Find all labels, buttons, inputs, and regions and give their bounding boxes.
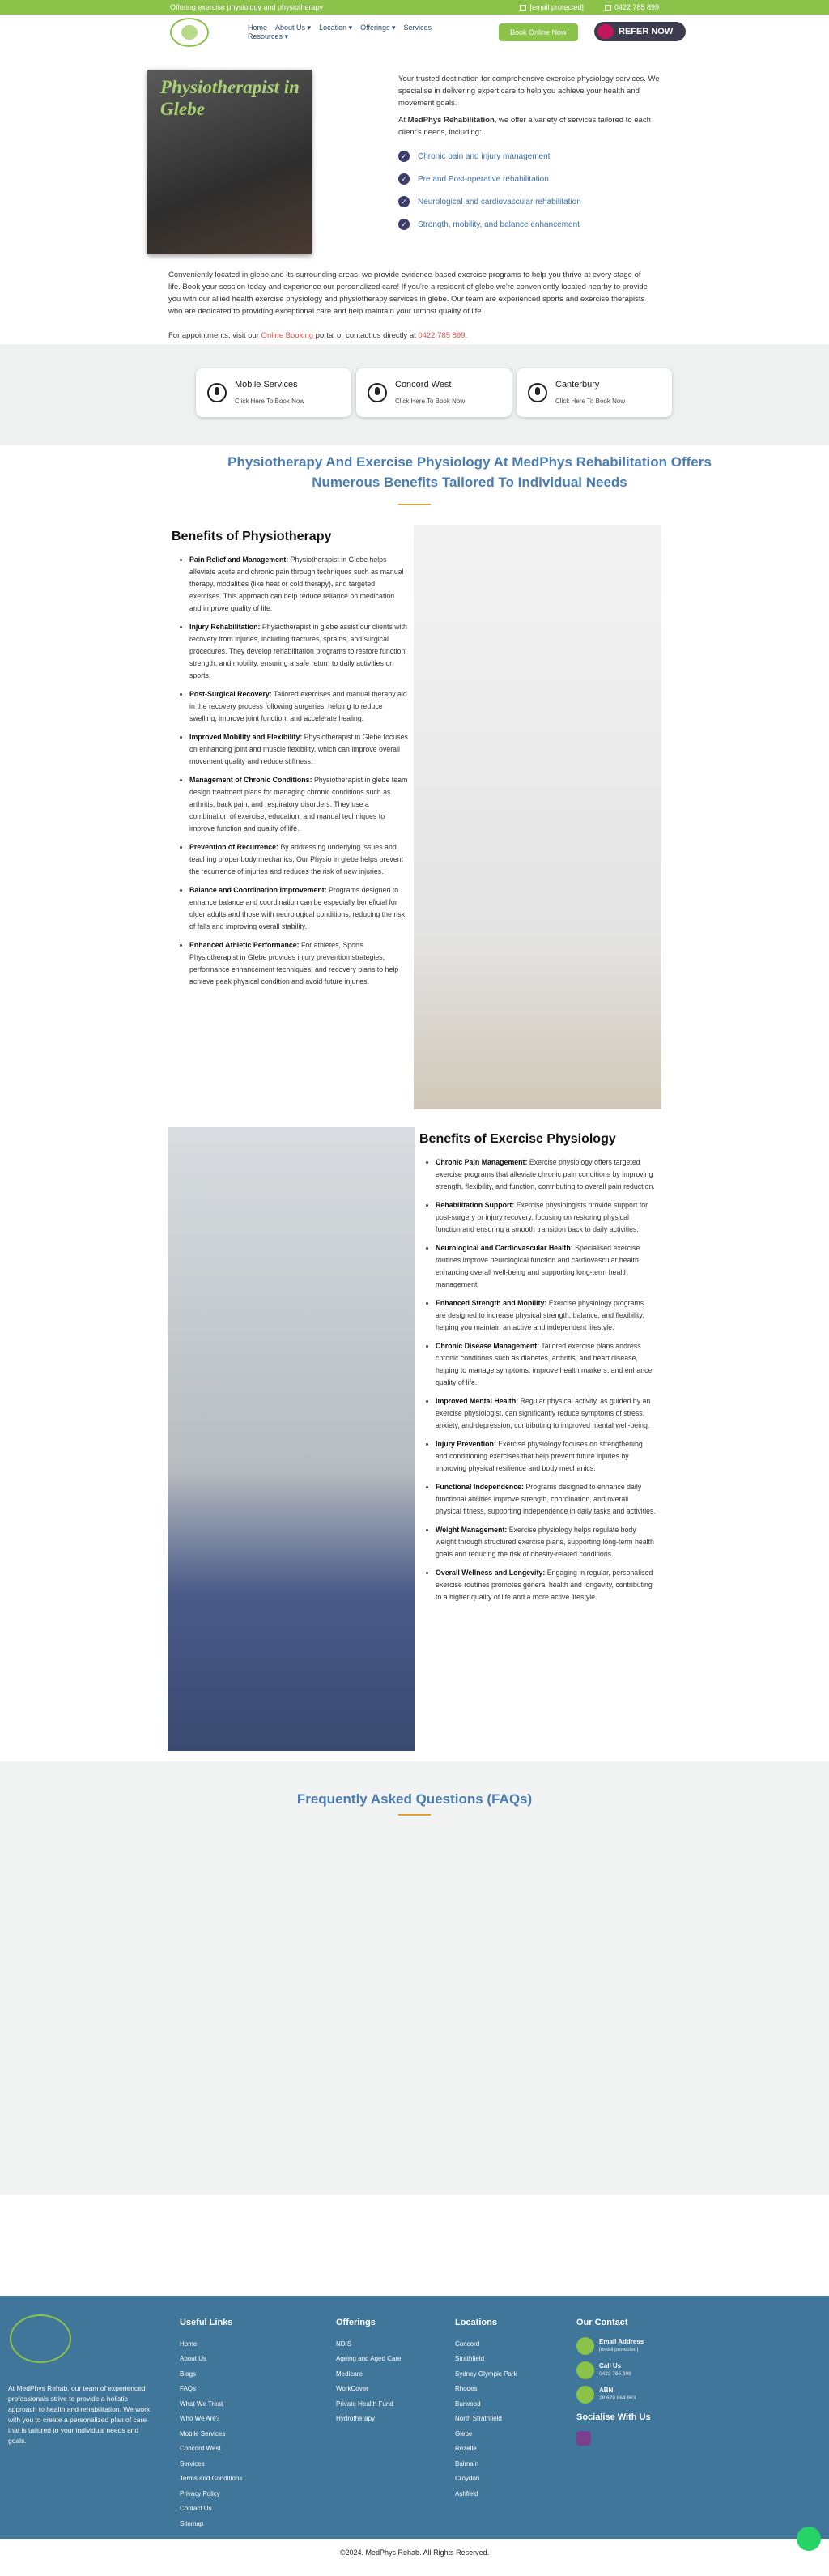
benefit-item: • Injury Rehabilitation: Physiotherapist in glebe assist our clients with recovery from injuries, including fractures, sprains, and surgical procedures. They develop rehabilitation programs to restore function, strength, and mobility, ensuring a safe return to daily activities or sports. — [189, 621, 408, 682]
refer-now-button[interactable]: REFER NOW — [594, 22, 686, 41]
top-email[interactable]: [email protected] — [520, 3, 584, 11]
benefit-item: • Pain Relief and Management: Physiotherapist in Glebe helps alleviate acute and chronic pain through techniques such as manual therapy, modalities (like heat or cold therapy), and targeted exercises. This approach can help reduce reliance on medication and improve quality of life. — [189, 554, 408, 615]
footer-location-link[interactable]: North Strathfield — [455, 2415, 502, 2422]
services-checklist — [398, 145, 674, 236]
footer-contact: Our Contact Email Address [email protected] Call Us 0422 785 899 ABN 28 679 864 963 Socialise With Us — [576, 2315, 651, 2446]
whatsapp-icon[interactable] — [797, 2527, 821, 2551]
nav-services[interactable]: Services — [403, 23, 432, 32]
footer-link[interactable]: About Us — [180, 2355, 206, 2362]
site-footer — [0, 2296, 829, 2539]
intro-paragraph: Your trusted destination for comprehensive exercise physiology services. We specialise in delivering expert care to help you achieve your health and movement goals. — [398, 75, 660, 108]
physio-title: Benefits of Physiotherapy — [172, 530, 332, 543]
footer-link[interactable]: What We Treat — [180, 2399, 223, 2408]
footer-location-link[interactable]: Croydon — [455, 2475, 480, 2482]
footer-link[interactable]: Services — [180, 2459, 205, 2467]
footer-offerings: Offerings NDIS Ageing and Aged Care Medicare WorkCover Private Health Fund Hydrotherapy — [336, 2315, 402, 2427]
faq-section — [0, 1761, 829, 2195]
benefit-item: • Post-Surgical Recovery: Tailored exercises and manual therapy aid in the recovery process following surgeries, helping to reduce swelling, improve joint function, and accelerate healing. — [189, 688, 408, 725]
exercise-benefits-list — [427, 1156, 656, 1610]
benefits-heading: Physiotherapy And Exercise Physiology At MedPhys Rehabilitation Offers Numerous Benefits Tailored To Individual Needs — [227, 454, 712, 490]
faq-title: Frequently Asked Questions (FAQs) — [296, 1791, 533, 1807]
check-icon: ✓ — [398, 173, 410, 185]
benefit-item: • Rehabilitation Support: Exercise physiologists provide support for post-surgery or injury recovery, focusing on restoring physical function and ensuring a smooth transition back to daily activities. — [436, 1199, 656, 1236]
benefit-item: • Enhanced Strength and Mobility: Exercise physiology programs are designed to increase physical strength, balance, and flexibility, helping you maintain an active and independent lifestyle. — [436, 1297, 656, 1334]
check-icon: ✓ — [398, 196, 410, 207]
footer-link[interactable]: FAQs — [180, 2385, 197, 2392]
footer-link[interactable]: Home — [180, 2340, 198, 2348]
footer-location-link[interactable]: Rhodes — [455, 2385, 478, 2392]
benefit-item: • Chronic Pain Management: Exercise physiology offers targeted exercise programs that alleviate chronic pain conditions by improving strength, flexibility, and function, contributing to overall pain reduction. — [436, 1156, 656, 1193]
top-tagline: Offering exercise physiology and physiotherapy — [170, 3, 323, 11]
benefit-item: • Weight Management: Exercise physiology helps regulate body weight through structured exercise plans, supporting long-term health goals and reducing the risk of obesity-related conditions. — [436, 1524, 656, 1561]
footer-logo[interactable] — [10, 2314, 71, 2363]
physio-benefits-list — [181, 554, 408, 994]
main-nav — [248, 23, 432, 41]
benefit-item: • Functional Independence: Programs designed to enhance daily functional abilities improve strength, coordination, and overall physical fitness, supporting independence in daily tasks and activities. — [436, 1481, 656, 1518]
mail-icon — [576, 2337, 594, 2355]
exercise-title: Benefits of Exercise Physiology — [419, 1132, 616, 1146]
footer-offering-link[interactable]: Private Health Fund — [336, 2399, 393, 2408]
physio-image — [414, 525, 661, 1109]
hero-title: Physiotherapist in Glebe — [160, 77, 300, 119]
footer-link[interactable]: Sitemap — [180, 2519, 204, 2527]
footer-offering-link[interactable]: WorkCover — [336, 2385, 368, 2392]
footer-useful-links: Useful Links Home About Us Blogs FAQs What We Treat Who We Are? Mobile Services Concord West Services Terms and Conditions Privacy Policy Contact Us Sitemap — [180, 2315, 242, 2531]
footer-link[interactable]: Privacy Policy — [180, 2489, 220, 2497]
nav-home[interactable]: Home — [248, 23, 268, 32]
footer-about: At MedPhys Rehab, our team of experienced professionals strive to provide a holistic approach to health and rehabilitation. We work with you to create a personalized plan of care that is tailored to your individual needs and goals. — [8, 2384, 151, 2445]
document-icon — [576, 2386, 594, 2404]
contact-phone[interactable]: Call Us 0422 785 899 — [576, 2361, 651, 2379]
online-booking-link[interactable]: Online Booking — [261, 331, 314, 340]
footer-location-link[interactable]: Ashfield — [455, 2489, 478, 2497]
location-paragraph: Conveniently located in glebe and its surrounding areas, we provide evidence-based exercise programs to help you thrive at every stage of life. Book your session today and experience our personalized care! If you're a resident of glebe we're conveniently located nearby to provide you with our allied health exercise physiology and physiotherapy services in glebe. Our team are experienced sports and exercise therapists who are dedicated to providing exceptional care and help maintain your utmost quality of life. — [168, 270, 648, 316]
benefit-item: • Improved Mental Health: Regular physical activity, as guided by an exercise physiologist, can significantly reduce symptoms of stress, anxiety, and depression, contributing to improved mental well-being. — [436, 1395, 656, 1432]
faq-underline — [398, 1814, 431, 1816]
footer-link[interactable]: Mobile Services — [180, 2429, 226, 2438]
check-item: ✓ Strength, mobility, and balance enhancement — [398, 213, 674, 236]
phone-icon — [576, 2361, 594, 2379]
footer-offering-link[interactable]: Ageing and Aged Care — [336, 2355, 402, 2362]
check-icon: ✓ — [398, 151, 410, 162]
footer-link[interactable]: Concord West — [180, 2445, 221, 2452]
contact-email[interactable]: Email Address [email protected] — [576, 2337, 651, 2355]
benefit-item: • Balance and Coordination Improvement: Programs designed to enhance balance and coordination can be especially beneficial for older adults and those with neurological conditions, reducing the risk of falls and improving overall stability. — [189, 884, 408, 933]
copyright: ©2024. MedPhys Rehab. All Rights Reserved. — [339, 2548, 490, 2557]
footer-link[interactable]: Who We Are? — [180, 2415, 220, 2422]
footer-location-link[interactable]: Burwood — [455, 2399, 481, 2408]
footer-location-link[interactable]: Glebe — [455, 2429, 473, 2438]
top-phone[interactable]: 0422 785 899 — [605, 3, 659, 11]
footer-location-link[interactable]: Concord — [455, 2340, 480, 2348]
contact-abn: ABN 28 679 864 963 — [576, 2386, 651, 2404]
footer-location-link[interactable]: Strathfield — [455, 2355, 485, 2362]
site-header — [0, 15, 829, 50]
exercise-image — [168, 1127, 414, 1751]
nav-location[interactable]: Location ▾ — [319, 23, 353, 32]
mail-icon — [520, 5, 526, 11]
intro-text — [398, 73, 674, 236]
footer-location-link[interactable]: Sydney Olympic Park — [455, 2369, 517, 2378]
appointment-paragraph: For appointments, visit our Online Booking portal or contact us directly at 0422 785 899. — [168, 331, 468, 340]
footer-location-link[interactable]: Balmain — [455, 2459, 478, 2467]
check-item: ✓ Neurological and cardiovascular rehabilitation — [398, 190, 674, 213]
footer-link[interactable]: Contact Us — [180, 2505, 212, 2512]
phone-link[interactable]: 0422 785 899 — [418, 331, 466, 340]
heading-underline — [398, 504, 431, 505]
social-title: Socialise With Us — [576, 2412, 651, 2422]
footer-offering-link[interactable]: NDIS — [336, 2340, 352, 2348]
footer-offering-link[interactable]: Medicare — [336, 2369, 363, 2378]
instagram-icon[interactable] — [576, 2431, 591, 2446]
map-pin-icon — [368, 383, 387, 402]
footer-location-link[interactable]: Rozelle — [455, 2445, 477, 2452]
map-pin-icon — [207, 383, 227, 402]
benefit-item: • Management of Chronic Conditions: Physiotherapist in glebe team design treatment plans for managing chronic conditions such as arthritis, back pain, and respiratory disorders. They use a combination of exercise, education, and manual techniques to improve function and quality of life. — [189, 774, 408, 835]
location-card-canterbury[interactable]: Canterbury Click Here To Book Now — [517, 368, 672, 417]
hero-image — [147, 70, 312, 254]
intro-paragraph-2: At MedPhys Rehabilitation, we offer a variety of services tailored to each client's needs, including: — [398, 116, 651, 137]
top-bar — [0, 0, 829, 15]
footer-offering-link[interactable]: Hydrotherapy — [336, 2415, 376, 2422]
site-logo[interactable] — [170, 18, 209, 47]
location-card-mobile[interactable]: Mobile Services Click Here To Book Now — [196, 368, 351, 417]
nav-about[interactable]: About Us ▾ — [275, 23, 312, 32]
check-item: ✓ Chronic pain and injury management — [398, 145, 674, 168]
footer-link[interactable]: Terms and Conditions — [180, 2475, 243, 2482]
check-icon: ✓ — [398, 219, 410, 230]
benefit-item: • Injury Prevention: Exercise physiology focuses on strengthening and conditioning exercises that help prevent future injuries by improving physical resilience and body mechanics. — [436, 1438, 656, 1475]
nav-resources[interactable]: Resources ▾ — [248, 32, 289, 40]
benefit-item: • Neurological and Cardiovascular Health: Specialised exercise routines improve neurological function and cardiovascular health, enhancing overall well-being and supporting long-term health management. — [436, 1242, 656, 1291]
benefit-item: • Enhanced Athletic Performance: For athletes, Sports Physiotherapist in Glebe provides injury prevention strategies, performance enhancement techniques, and recovery plans to help achieve peak physical condition and avoid future injuries. — [189, 939, 408, 988]
footer-locations: Locations Concord Strathfield Sydney Olympic Park Rhodes Burwood North Strathfield Glebe Rozelle Balmain Croydon Ashfield — [455, 2315, 517, 2501]
map-pin-icon — [528, 383, 547, 402]
benefit-item: • Improved Mobility and Flexibility: Physiotherapist in Glebe focuses on enhancing joint and muscle flexibility, which can improve overall movement quality and reduce stiffness. — [189, 731, 408, 768]
location-card-concord-west[interactable]: Concord West Click Here To Book Now — [356, 368, 512, 417]
footer-link[interactable]: Blogs — [180, 2369, 197, 2378]
book-online-button[interactable]: Book Online Now — [499, 23, 578, 41]
phone-icon — [605, 5, 611, 11]
benefit-item: • Prevention of Recurrence: By addressing underlying issues and teaching proper body mechanics, Our Physio in glebe helps prevent the recurrence of injuries and reduces the risk of new injuries. — [189, 841, 408, 878]
benefit-item: • Chronic Disease Management: Tailored exercise plans address chronic conditions such as diabetes, arthritis, and heart disease, helping to manage symptoms, improve health markers, and enhance quality of life. — [436, 1340, 656, 1389]
benefit-item: • Overall Wellness and Longevity: Engaging in regular, personalised exercise routines promotes general health and longevity, contributing to a higher quality of life and a more active lifestyle. — [436, 1567, 656, 1603]
check-item: ✓ Pre and Post-operative rehabilitation — [398, 168, 674, 190]
nav-offerings[interactable]: Offerings ▾ — [360, 23, 396, 32]
